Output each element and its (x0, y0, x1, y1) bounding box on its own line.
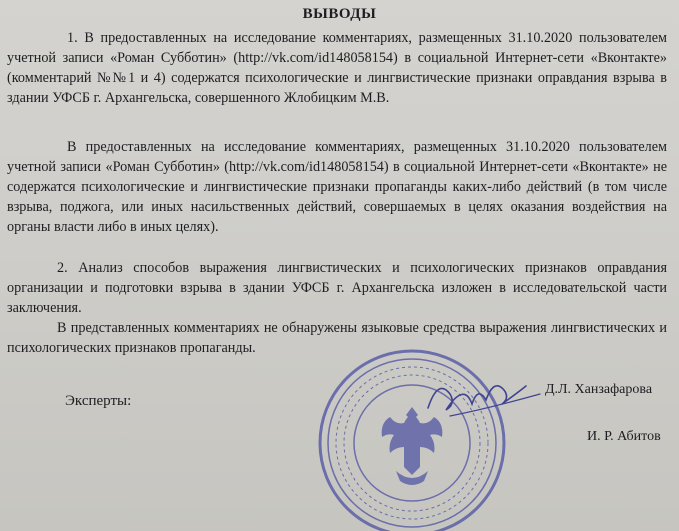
expert-name-1: Д.Л. Ханзафарова (545, 382, 653, 397)
document-title: ВЫВОДЫ (302, 6, 377, 22)
conclusion-paragraph-4: В представленных комментариях не обнаружены языковые средства выражения лингвистических и психологических признаков пропаганды. (7, 320, 667, 356)
signature-icon (420, 368, 550, 433)
conclusion-paragraph-1: 1. В предоставленных на исследование комментариях, размещенных 31.10.2020 пользователем учетной записи «Роман Субботин» (http://vk.com/id148058154) в социальной Интернет-сети «Вконтакте» (комментарий №№1 и 4) содержатся психологические и лингвистические признаки оправдания взрыва в здании УФСБ г. Архангельска, совершенного Жлобицким М.В. (7, 30, 667, 106)
conclusion-paragraph-3: 2. Анализ способов выражения лингвистических и психологических признаков оправдания организации и подготовки взрыва в здании УФСБ г. Архангельска изложен в исследовательской части заключения. (7, 260, 667, 316)
experts-label: Эксперты: (65, 393, 132, 409)
conclusion-paragraph-2: В предоставленных на исследование комментариях, размещенных 31.10.2020 пользователем учетной записи «Роман Субботин» (http://vk.com/id148058154) в социальной Интернет-сети «Вконтакте» не содержатся психологические и лингвистические признаки пропаганды каких-либо действий (в том числе взрыва, поджога, или иных насильственных действий, совершаемых в целях оказания воздействия на органы власти либо в иных целях). (7, 139, 667, 235)
expert-name-2: И. Р. Абитов (587, 429, 661, 444)
